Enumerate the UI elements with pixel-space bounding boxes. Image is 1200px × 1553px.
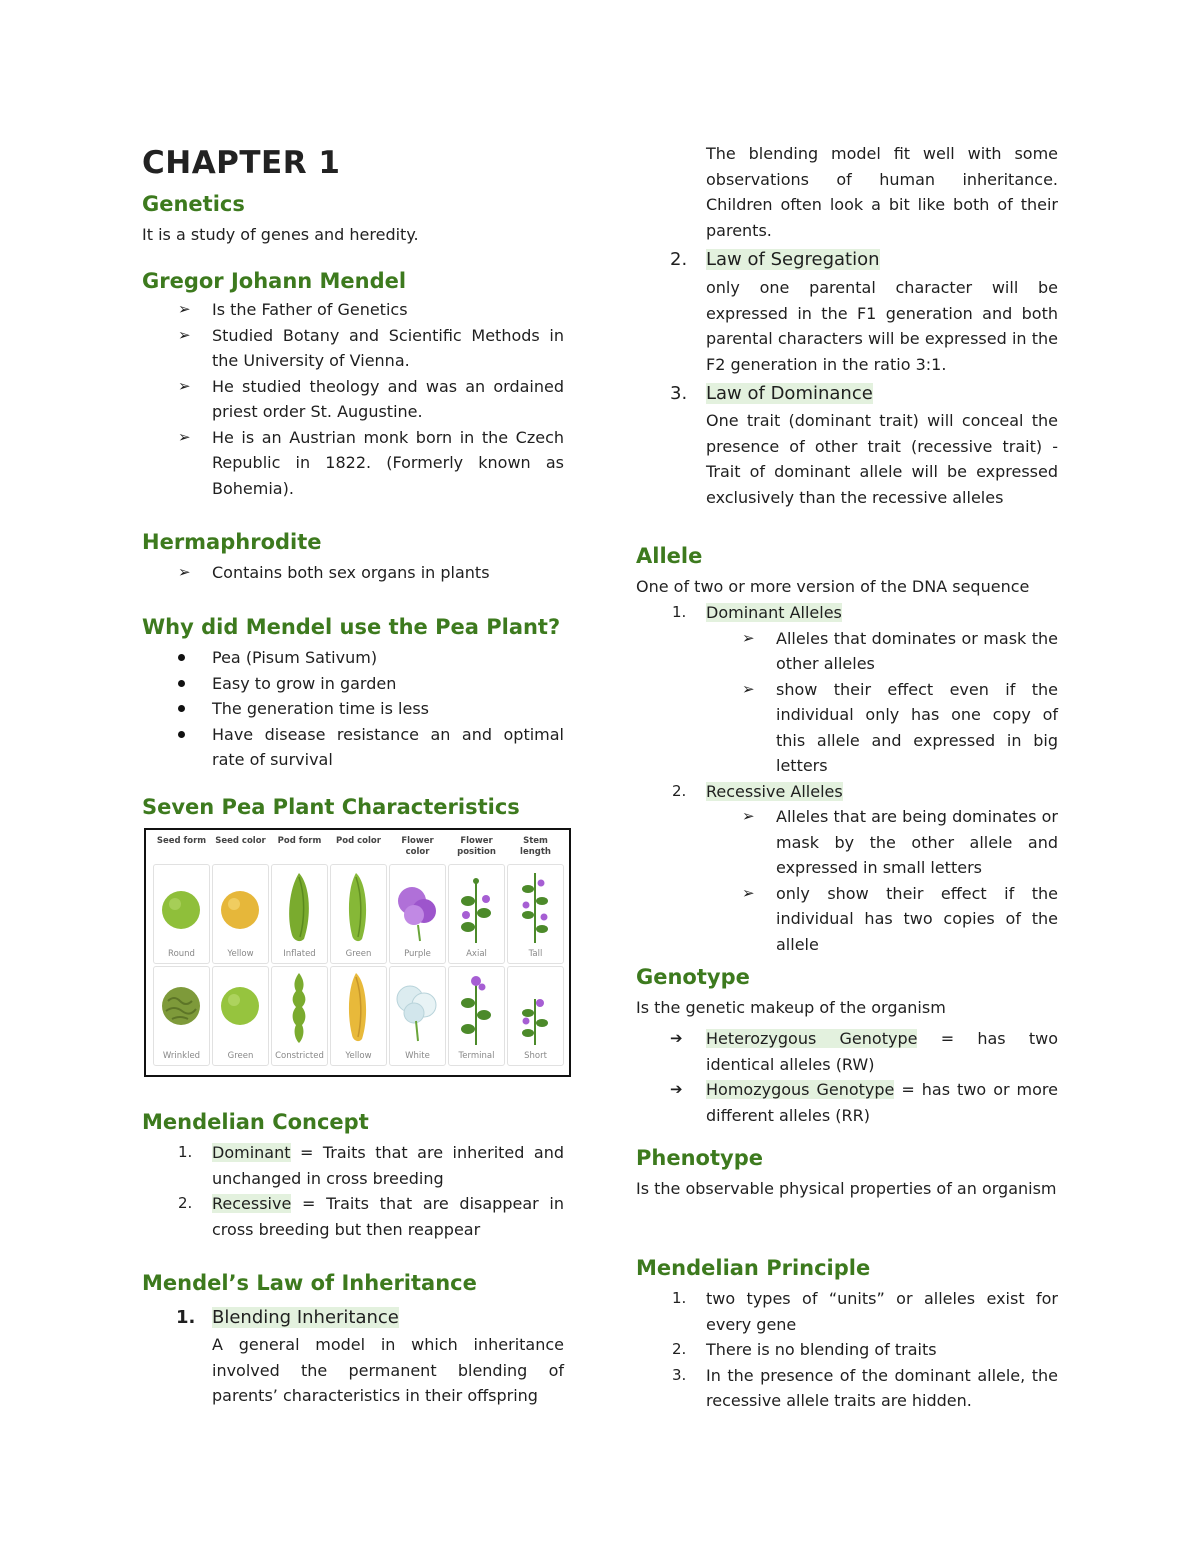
list-item: 1. Blending Inheritance A general model in which inheritance involved the permanent blending of parents’ characteristics in their offspring (176, 1307, 564, 1405)
arrowhead-bullet-icon: ➢ (742, 883, 755, 902)
genotype-definition: Is the genetic makeup of the organism (636, 998, 946, 1017)
arrowhead-bullet-icon: ➢ (178, 427, 191, 446)
figure-label: White (405, 1051, 430, 1061)
inflated-pod-icon (272, 871, 327, 943)
list-item: 1. Dominant = Traits that are inherited and unchanged in cross breeding (178, 1143, 564, 1188)
figure-cell (212, 966, 269, 1066)
figure-cell (153, 864, 210, 964)
yellow-seed-icon (213, 871, 268, 943)
figure-cell (153, 966, 210, 1066)
genotype-list (636, 1026, 1058, 1128)
green-seed-icon (213, 973, 268, 1045)
figure-cell (212, 864, 269, 964)
hermaphrodite-list (142, 560, 564, 586)
yellow-pod-icon (331, 973, 386, 1045)
figure-header: Seed color (215, 836, 266, 846)
bullet-dot-icon (178, 731, 185, 738)
chapter-title: CHAPTER 1 (142, 145, 341, 181)
figure-cell (330, 966, 387, 1066)
green-pod-icon (331, 871, 386, 943)
figure-header: Stem length (520, 836, 551, 857)
hermaphrodite-heading: Hermaphrodite (142, 530, 322, 554)
why-pea-heading: Why did Mendel use the Pea Plant? (142, 615, 561, 639)
arrowhead-bullet-icon: ➢ (742, 628, 755, 647)
figure-label: Green (227, 1051, 254, 1061)
list-item: ➢ Studied Botany and Scientific Methods in the University of Vienna. (142, 323, 564, 374)
allele-heading: Allele (636, 544, 703, 568)
tall-stem-plant-icon (508, 871, 563, 943)
figure-label: Yellow (227, 949, 254, 959)
bullet-dot-icon (178, 680, 185, 687)
figure-label: Yellow (345, 1051, 372, 1061)
arrowhead-bullet-icon: ➢ (742, 679, 755, 698)
list-item: 2. There is no blending of traits (672, 1340, 937, 1359)
terminal-flower-plant-icon (449, 973, 504, 1045)
law-list-continued (636, 141, 1058, 510)
figure-label: Constricted (275, 1051, 324, 1061)
figure-label: Round (168, 949, 195, 959)
why-pea-list (142, 645, 564, 773)
figure-label: Inflated (283, 949, 316, 959)
constricted-pod-icon (272, 973, 327, 1045)
list-item: ➢ only show their effect if the individual has two copies of the allele (636, 881, 1058, 958)
figure-header: Pod form (277, 836, 322, 846)
figure-cell (330, 864, 387, 964)
figure-cell (271, 966, 328, 1066)
figure-cell (507, 966, 564, 1066)
figure-cell (389, 966, 446, 1066)
wrinkled-seed-icon (154, 973, 209, 1045)
arrowhead-bullet-icon: ➢ (742, 807, 755, 825)
list-item: 3. Law of Dominance One trait (dominant trait) will conceal the presence of other trait (recessive trait) - Trait of dominant allele will be expressed exclusively than the recessive alleles (670, 383, 1058, 507)
axial-flower-plant-icon (449, 871, 504, 943)
short-stem-plant-icon (508, 973, 563, 1045)
mendel-list (142, 297, 564, 501)
list-item: ➢ Is the Father of Genetics (142, 297, 564, 323)
figure-label: Short (524, 1051, 547, 1061)
seven-characteristics-heading: Seven Pea Plant Characteristics (142, 795, 520, 819)
list-item: ➢ Contains both sex organs in plants (142, 560, 564, 586)
genetics-heading: Genetics (142, 192, 245, 216)
figure-header: Pod color (336, 836, 381, 846)
list-item: Have disease resistance an and optimal rate of survival (142, 722, 564, 773)
purple-flower-icon (390, 871, 445, 943)
mendel-heading: Gregor Johann Mendel (142, 269, 407, 293)
figure-label: Green (345, 949, 372, 959)
list-item: ➔ Homozygous Genotype = has two or more different alleles (RR) (636, 1077, 1058, 1128)
law-list (142, 1304, 564, 1409)
list-item: Easy to grow in garden (142, 671, 564, 697)
phenotype-heading: Phenotype (636, 1146, 763, 1170)
figure-label: Wrinkled (162, 1051, 201, 1061)
white-flower-icon (390, 973, 445, 1045)
mendelian-concept-list (142, 1140, 564, 1242)
list-item: Pea (Pisum Sativum) (142, 645, 564, 671)
list-item: ➢ Alleles that dominates or mask the other alleles (636, 626, 1058, 677)
list-item: ➢ Alleles that are being dominates or mask by the other allele and expressed in small letters (636, 804, 1058, 881)
list-item: The generation time is less (142, 696, 564, 722)
figure-cell (507, 864, 564, 964)
genotype-heading: Genotype (636, 965, 750, 989)
figure-cell (448, 864, 505, 964)
figure-label: Terminal (458, 1051, 495, 1061)
list-item: 2. Recessive = Traits that are disappear in cross breeding but then reappear (178, 1194, 564, 1239)
mendelian-concept-heading: Mendelian Concept (142, 1110, 369, 1134)
figure-header: Flower position (457, 836, 496, 857)
figure-cell (389, 864, 446, 964)
genetics-definition: It is a study of genes and heredity. (142, 225, 419, 244)
arrowhead-bullet-icon: ➢ (178, 563, 191, 581)
law-of-inheritance-heading: Mendel’s Law of Inheritance (142, 1271, 477, 1295)
pea-characteristics-figure (144, 828, 571, 1077)
figure-header: Flower color (401, 836, 434, 857)
figure-label: Axial (466, 949, 487, 959)
list-item: ➢ He is an Austrian monk born in the Czech Republic in 1822. (Formerly known as Bohemia). (142, 425, 564, 502)
figure-cell (448, 966, 505, 1066)
figure-cell (271, 864, 328, 964)
list-item: ➢ He studied theology and was an ordained priest order St. Augustine. (142, 374, 564, 425)
list-item: 1. two types of “units” or alleles exist for every gene (672, 1289, 1058, 1334)
arrowhead-bullet-icon: ➢ (178, 325, 191, 344)
figure-label: Tall (528, 949, 543, 959)
arrowhead-bullet-icon: ➢ (178, 376, 191, 395)
list-item: 2. Recessive Alleles (672, 781, 843, 801)
mendelian-principle-list (636, 1286, 1058, 1414)
bullet-dot-icon (178, 654, 185, 661)
law1-continuation: The blending model fit well with some observations of human inheritance. Children often look a bit like both of their parents. (706, 144, 1058, 240)
bullet-dot-icon (178, 705, 185, 712)
figure-label: Purple (404, 949, 431, 959)
list-item: ➢ show their effect even if the individual only has one copy of this allele and expressed in big letters (636, 677, 1058, 779)
list-item: 1. Dominant Alleles (672, 603, 842, 622)
right-arrow-icon: ➔ (670, 1029, 683, 1047)
list-item: 2. Law of Segregation only one parental character will be expressed in the F1 generation and both parental characters will be expressed in the F2 generation in the ratio 3:1. (670, 249, 1058, 374)
round-seed-icon (154, 871, 209, 943)
right-arrow-icon: ➔ (670, 1080, 683, 1098)
list-item: ➔ Heterozygous Genotype = has two identical alleles (RW) (636, 1026, 1058, 1077)
allele-definition: One of two or more version of the DNA sequence (636, 577, 1030, 596)
mendelian-principle-heading: Mendelian Principle (636, 1256, 871, 1280)
figure-header: Seed form (156, 836, 207, 846)
arrowhead-bullet-icon: ➢ (178, 300, 191, 318)
phenotype-definition: Is the observable physical properties of an organism (636, 1179, 1057, 1198)
allele-list (636, 600, 1058, 957)
list-item: 3. In the presence of the dominant allele, the recessive allele traits are hidden. (672, 1365, 1058, 1410)
